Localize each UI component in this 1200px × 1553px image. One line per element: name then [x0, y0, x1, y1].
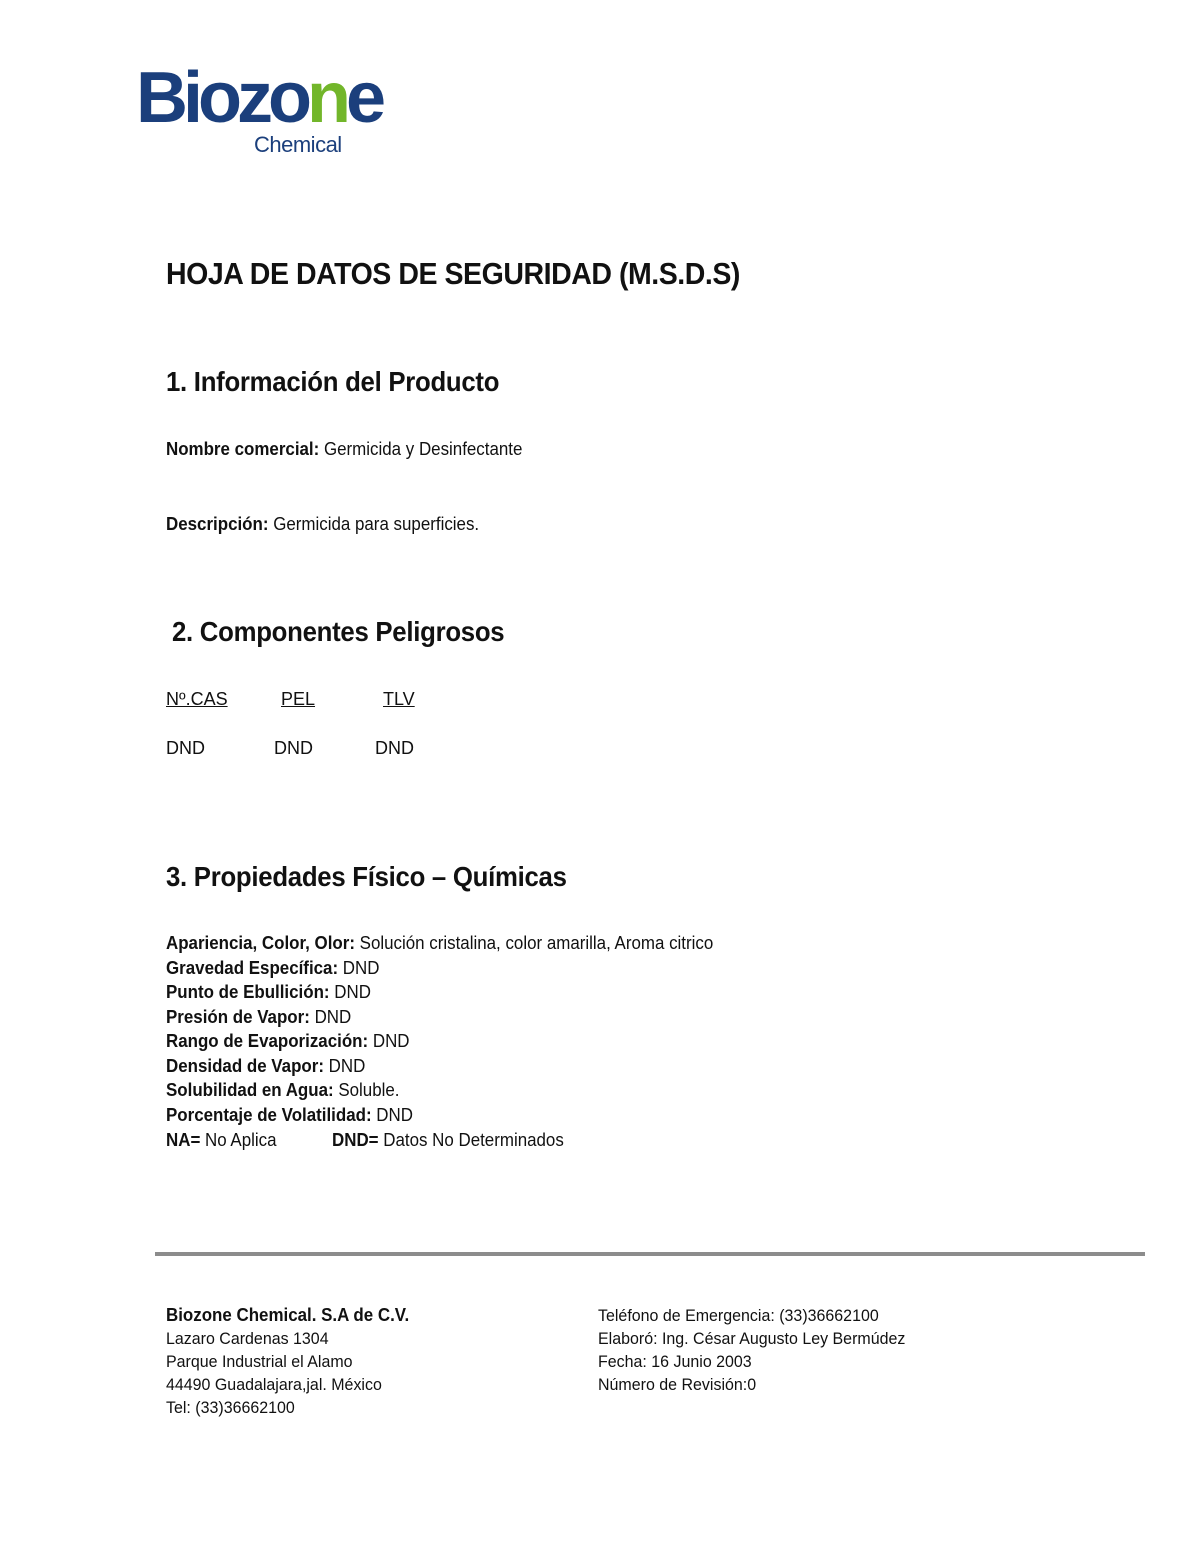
section-2-heading: 2. Componentes Peligrosos [172, 616, 505, 647]
footer-divider [155, 1252, 1145, 1256]
footer-info-block [598, 1304, 905, 1396]
footer-address-line: Lazaro Cardenas 1304 [166, 1329, 329, 1348]
logo-tagline: Chemical [254, 132, 342, 157]
cell-cas: DND [166, 738, 205, 758]
logo-wordmark: Biozone [136, 58, 381, 138]
prop-densidad: Densidad de Vapor: DND [166, 1056, 366, 1076]
cell-pel: DND [274, 738, 313, 758]
footer-address-line: 44490 Guadalajara,jal. México [166, 1375, 382, 1394]
cell-tlv: DND [375, 738, 414, 758]
col-header-tlv: TLV [383, 689, 415, 709]
footer-author: Elaboró: Ing. César Augusto Ley Bermúdez [598, 1329, 906, 1348]
legend-na: NA= No Aplica [166, 1130, 277, 1150]
prop-ebullicion: Punto de Ebullición: DND [166, 982, 371, 1002]
footer-company-name: Biozone Chemical. S.A de C.V. [166, 1305, 410, 1325]
field-descripcion: Descripción: Germicida para superficies. [166, 514, 480, 534]
prop-evaporizacion: Rango de Evaporización: DND [166, 1031, 410, 1051]
legend-dnd: DND= Datos No Determinados [332, 1130, 564, 1150]
footer-emergency-phone: Teléfono de Emergencia: (33)36662100 [598, 1306, 879, 1325]
prop-presion: Presión de Vapor: DND [166, 1007, 352, 1027]
prop-volatilidad: Porcentaje de Volatilidad: DND [166, 1105, 413, 1125]
footer-address-line: Parque Industrial el Alamo [166, 1352, 353, 1371]
col-header-pel: PEL [281, 689, 316, 709]
prop-apariencia: Apariencia, Color, Olor: Solución cristalina, color amarilla, Aroma citrico [166, 933, 714, 953]
field-nombre-comercial: Nombre comercial: Germicida y Desinfectante [166, 439, 523, 459]
company-logo [136, 58, 381, 162]
footer-phone: Tel: (33)36662100 [166, 1398, 295, 1417]
section-1-heading: 1. Información del Producto [166, 366, 500, 397]
prop-gravedad: Gravedad Específica: DND [166, 958, 380, 978]
footer-date: Fecha: 16 Junio 2003 [598, 1352, 752, 1371]
document-title: HOJA DE DATOS DE SEGURIDAD (M.S.D.S) [166, 256, 740, 291]
footer-revision: Número de Revisión:0 [598, 1375, 757, 1394]
footer-company-block [166, 1304, 409, 1419]
prop-solubilidad: Solubilidad en Agua: Soluble. [166, 1080, 400, 1100]
col-header-cas: Nº.CAS [166, 689, 228, 709]
section-3-heading: 3. Propiedades Físico – Químicas [166, 861, 567, 892]
